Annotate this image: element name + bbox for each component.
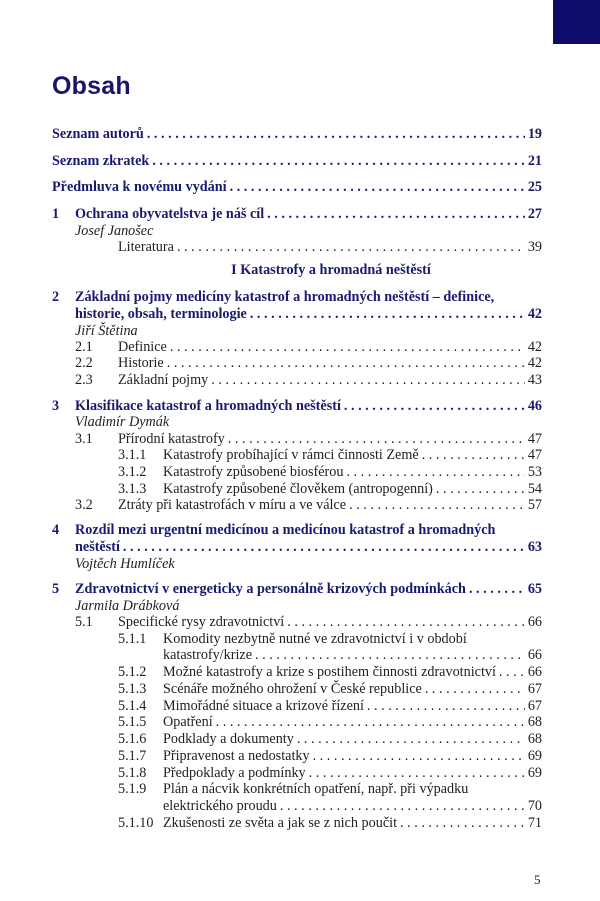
page-ref: 53 xyxy=(527,464,542,480)
section-number: 2.1 xyxy=(75,339,93,355)
chapter-author: Josef Janošec xyxy=(75,223,154,239)
dot-leader xyxy=(230,178,525,196)
section-number: 3.1.1 xyxy=(118,447,147,463)
entry-label-line1[interactable]: Plán a nácvik konkrétních opatření, např. při výpadku xyxy=(163,781,469,797)
page-ref: 69 xyxy=(527,748,542,764)
page-ref: 66 xyxy=(527,664,542,680)
page-title: Obsah xyxy=(52,72,131,100)
dot-leader xyxy=(152,152,524,170)
dot-leader xyxy=(499,663,525,681)
page-ref: 57 xyxy=(527,497,542,513)
toc-entry-2-2[interactable] xyxy=(75,354,542,372)
entry-label: Historie xyxy=(118,355,164,371)
toc-entry-5-1-2[interactable] xyxy=(118,663,542,681)
dot-leader xyxy=(216,713,525,731)
dot-leader xyxy=(177,238,525,256)
entry-label: Zkušenosti ze světa a jak se z nich poučit xyxy=(163,815,398,831)
toc-entry-3-1-2[interactable] xyxy=(118,463,542,481)
page-ref: 68 xyxy=(527,714,542,730)
chapter-number: 2 xyxy=(52,289,60,305)
section-number: 3.2 xyxy=(75,497,93,513)
chapter-title-line1[interactable]: Základní pojmy medicíny katastrof a hromadných neštěstí – definice, xyxy=(75,289,495,305)
toc-entry-5-1-7[interactable] xyxy=(118,747,542,765)
toc-entry-2-3[interactable] xyxy=(75,371,542,389)
corner-color-block xyxy=(553,0,600,44)
page-ref: 67 xyxy=(527,698,542,714)
dot-leader xyxy=(422,446,525,464)
part-heading xyxy=(0,262,600,279)
page-ref: 67 xyxy=(527,681,542,697)
page-ref: 65 xyxy=(527,581,542,597)
dot-leader xyxy=(250,305,525,323)
entry-label: Katastrofy způsobené člověkem (antropogenní) xyxy=(163,481,433,497)
page-ref: 63 xyxy=(527,539,542,555)
dot-leader xyxy=(344,397,525,415)
section-number: 5.1.2 xyxy=(118,664,147,680)
entry-label: Katastrofy způsobené biosférou xyxy=(163,464,344,480)
toc-entry-3-2[interactable] xyxy=(75,496,542,514)
section-number: 5.1.4 xyxy=(118,698,147,714)
section-number: 3.1.2 xyxy=(118,464,147,480)
entry-label: Klasifikace katastrof a hromadných neštěstí xyxy=(75,398,341,414)
page-ref: 27 xyxy=(527,206,542,222)
entry-label: Specifické rysy zdravotnictví xyxy=(118,614,285,630)
page-ref: 46 xyxy=(527,398,542,414)
chapter-author: Jiří Štětina xyxy=(75,323,138,339)
toc-entry-5-1-5[interactable] xyxy=(118,713,542,731)
entry-label: Opatření xyxy=(163,714,213,730)
page-ref: 66 xyxy=(527,647,542,663)
dot-leader xyxy=(167,354,525,372)
toc-entry-literature[interactable] xyxy=(118,238,542,256)
chapter-number: 5 xyxy=(52,581,60,597)
dot-leader xyxy=(267,205,525,223)
dot-leader xyxy=(287,613,525,631)
section-number: 5.1.9 xyxy=(118,781,147,797)
entry-label: Ochrana obyvatelstva je náš cíl xyxy=(75,206,265,222)
section-number: 5.1.8 xyxy=(118,765,147,781)
page-ref: 42 xyxy=(527,355,542,371)
toc-entry-5-1-1[interactable] xyxy=(163,646,542,664)
chapter-title-line1[interactable]: Rozdíl mezi urgentní medicínou a medicínou katastrof a hromadných xyxy=(75,522,496,538)
part-label: I Katastrofy a hromadná neštěstí xyxy=(231,262,431,278)
dot-leader xyxy=(400,814,525,832)
page-ref: 47 xyxy=(527,431,542,447)
entry-label-line1[interactable]: Komodity nezbytně nutné ve zdravotnictví i v období xyxy=(163,631,467,647)
page-ref: 21 xyxy=(527,153,542,169)
section-number: 5.1.10 xyxy=(118,815,154,831)
dot-leader xyxy=(280,797,525,815)
page-ref: 39 xyxy=(527,239,542,255)
page-ref: 43 xyxy=(527,372,542,388)
page-number: 5 xyxy=(534,872,541,887)
toc-entry-chapter-2[interactable] xyxy=(75,305,542,323)
entry-label: Definice xyxy=(118,339,167,355)
page-ref: 47 xyxy=(527,447,542,463)
toc-entry-5-1-9[interactable] xyxy=(163,797,542,815)
chapter-number: 1 xyxy=(52,206,60,222)
dot-leader xyxy=(255,646,525,664)
entry-label: Seznam autorů xyxy=(52,126,144,142)
toc-entry-5-1-3[interactable] xyxy=(118,680,542,698)
page-ref: 69 xyxy=(527,765,542,781)
page-ref: 25 xyxy=(527,179,542,195)
entry-label: elektrického proudu xyxy=(163,798,277,814)
toc-entry-preface[interactable] xyxy=(52,178,542,196)
entry-label: Předpoklady a podmínky xyxy=(163,765,306,781)
section-number: 3.1.3 xyxy=(118,481,147,497)
entry-label: Literatura xyxy=(118,239,174,255)
section-number: 3.1 xyxy=(75,431,93,447)
dot-leader xyxy=(469,580,525,598)
page-ref: 19 xyxy=(527,126,542,142)
toc-entry-chapter-5[interactable] xyxy=(75,580,542,598)
entry-label: Základní pojmy xyxy=(118,372,209,388)
section-number: 5.1.1 xyxy=(118,631,147,647)
entry-label: Katastrofy probíhající v rámci činnosti Země xyxy=(163,447,419,463)
section-number: 2.3 xyxy=(75,372,93,388)
section-number: 5.1.5 xyxy=(118,714,147,730)
section-number: 2.2 xyxy=(75,355,93,371)
entry-label: Seznam zkratek xyxy=(52,153,150,169)
toc-entry-abbreviations[interactable] xyxy=(52,152,542,170)
dot-leader xyxy=(346,463,524,481)
toc-entry-5-1-10[interactable] xyxy=(118,814,542,832)
dot-leader xyxy=(211,371,525,389)
entry-label: Předmluva k novému vydání xyxy=(52,179,227,195)
page-ref: 70 xyxy=(527,798,542,814)
entry-label: Podklady a dokumenty xyxy=(163,731,294,747)
section-number: 5.1 xyxy=(75,614,93,630)
entry-label: Mimořádné situace a krizové řízení xyxy=(163,698,364,714)
entry-label: Přírodní katastrofy xyxy=(118,431,225,447)
section-number: 5.1.6 xyxy=(118,731,147,747)
chapter-number: 4 xyxy=(52,522,60,538)
chapter-author: Jarmila Drábková xyxy=(75,598,180,614)
dot-leader xyxy=(349,496,525,514)
page-ref: 54 xyxy=(527,481,542,497)
entry-label: Možné katastrofy a krize s postihem činnosti zdravotnictví xyxy=(163,664,496,680)
dot-leader xyxy=(147,125,525,143)
toc-entry-5-1-6[interactable] xyxy=(118,730,542,748)
entry-label: katastrofy/krize xyxy=(163,647,253,663)
chapter-author: Vojtěch Humlíček xyxy=(75,556,175,572)
dot-leader xyxy=(123,538,525,556)
entry-label: Zdravotnictví v energeticky a personálně krizových podmínkách xyxy=(75,581,466,597)
entry-label: Scénáře možného ohrožení v České republice xyxy=(163,681,422,697)
page-ref: 71 xyxy=(527,815,542,831)
toc-entry-chapter-4[interactable] xyxy=(75,538,542,556)
toc-entry-5-1[interactable] xyxy=(75,613,542,631)
chapter-author: Vladimír Dymák xyxy=(75,414,170,430)
toc-entry-3-1-1[interactable] xyxy=(118,446,542,464)
toc-entry-chapter-1[interactable] xyxy=(75,205,542,223)
dot-leader xyxy=(297,730,525,748)
page-ref: 42 xyxy=(527,339,542,355)
entry-label: historie, obsah, terminologie xyxy=(75,306,247,322)
section-number: 5.1.7 xyxy=(118,748,147,764)
entry-label: Připravenost a nedostatky xyxy=(163,748,310,764)
page-ref: 68 xyxy=(527,731,542,747)
section-number: 5.1.3 xyxy=(118,681,147,697)
page-ref: 66 xyxy=(527,614,542,630)
entry-label: Ztráty při katastrofách v míru a ve válce xyxy=(118,497,347,513)
entry-label: neštěstí xyxy=(75,539,120,555)
page-ref: 42 xyxy=(527,306,542,322)
dot-leader xyxy=(425,680,525,698)
chapter-number: 3 xyxy=(52,398,60,414)
dot-leader xyxy=(313,747,525,765)
toc-entry-authors-list[interactable] xyxy=(52,125,542,143)
